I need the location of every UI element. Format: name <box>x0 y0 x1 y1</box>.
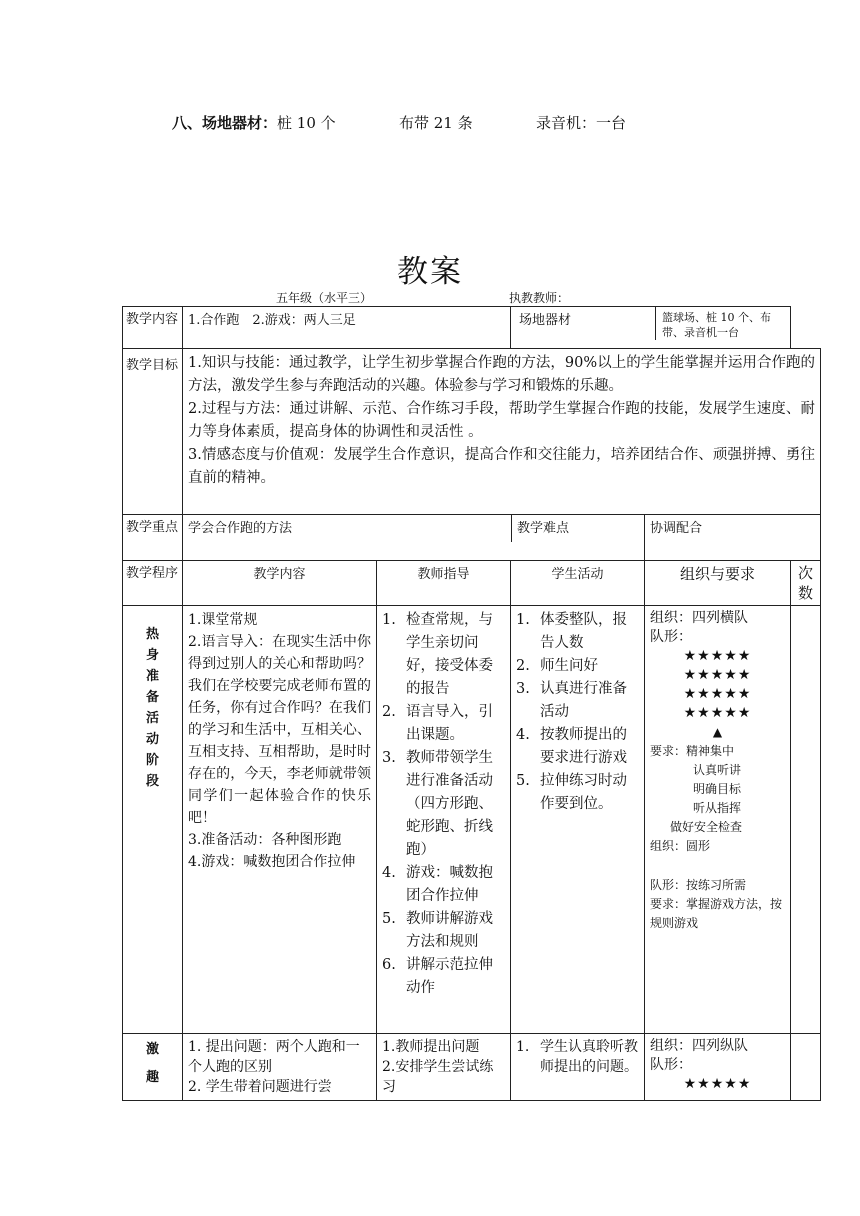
stage-char: 活 <box>145 711 159 726</box>
warmup-student-activity <box>511 606 645 1034</box>
teaching-focus-cell <box>183 515 645 561</box>
stage-char: 动 <box>145 732 159 747</box>
interest-organization <box>645 1034 791 1101</box>
header-content: 教学内容 <box>183 561 377 606</box>
teaching-goals-label: 教学目标 <box>123 349 183 515</box>
stage-char: 激 <box>145 1042 159 1057</box>
warmup-content-item: 1.课堂常规 <box>188 612 258 628</box>
formation-stars: ★★★★★ <box>683 686 752 702</box>
teaching-focus-label: 教学重点 <box>123 515 183 561</box>
stage-char: 阶 <box>145 753 159 768</box>
warmup-teacher-item: 5. 教师讲解游戏方法和规则 <box>382 911 493 950</box>
venue-equipment-value: 篮球场、桩 10 个、布带、录音机一台 <box>655 307 790 340</box>
warmup-teacher-item: 2. 语言导入，引出课题。 <box>382 704 493 743</box>
org-line: 组织：圆形 <box>650 839 711 853</box>
venue-equipment-label: 场地器材 <box>519 313 572 328</box>
teaching-goals-text <box>183 349 821 515</box>
row-interest <box>123 1034 821 1101</box>
org-requirement: 做好安全检查 <box>670 820 743 834</box>
org-line: 队形： <box>650 1057 692 1073</box>
warmup-teacher-item: 6. 讲解示范拉伸动作 <box>382 957 493 996</box>
teaching-content-label: 教学内容 <box>123 307 183 349</box>
header-student: 学生活动 <box>511 561 645 606</box>
stage-char: 段 <box>145 774 159 789</box>
warmup-student-item: 2. 师生问好 <box>516 658 598 674</box>
interest-teacher-item: 1.教师提出问题 <box>382 1039 480 1055</box>
row-headers <box>123 561 821 606</box>
goal-knowledge: 1.知识与技能：通过教学，让学生初步掌握合作跑的方法，90%以上的学生能掌握并运用合作跑的方法，激发学生参与奔跑活动的兴趣。体验参与学习和锻炼的乐趣。 <box>188 355 816 394</box>
stage-char: 趣 <box>145 1070 159 1085</box>
row-teaching-goals <box>123 349 821 515</box>
venue-equipment-cell <box>511 307 791 349</box>
warmup-teacher-item: 3. 教师带领学生进行准备活动（四方形跑、蛇形跑、折线跑） <box>382 750 493 858</box>
org-line: 队形：按练习所需 <box>650 878 747 892</box>
document-title: 教案 <box>397 254 463 290</box>
header-org: 组织与要求 <box>645 561 791 606</box>
teaching-difficulty-text: 协调配合 <box>645 515 821 561</box>
stage-char: 身 <box>145 648 159 663</box>
row-teaching-focus <box>123 515 821 561</box>
teacher-label: 执教教师： <box>509 291 570 305</box>
org-requirement: 认真听讲 <box>693 763 742 777</box>
org-requirement: 要求：掌握游戏方法，按规则游戏 <box>650 897 783 930</box>
formation-stars: ★★★★★ <box>683 1076 752 1092</box>
teaching-difficulty-label: 教学难点 <box>511 515 644 542</box>
row-teaching-content <box>123 307 821 349</box>
org-requirement: 明确目标 <box>693 782 742 796</box>
interest-times <box>791 1034 821 1101</box>
equipment-item-recorder: 录音机：一台 <box>536 114 627 132</box>
warmup-content-item: 2.语言导入：在现实生活中你得到过别人的关心和帮助吗？我们在学校要完成老师布置的任务，你有过合作吗？在我们的学习和生活中，互相关心、互相支持、互相帮助，是时时存在的，今天，李老师就带领同学们一起体验合作的快乐吧！ <box>188 634 371 826</box>
interest-content-item: 2. 学生带着问题进行尝 <box>188 1079 332 1095</box>
warmup-teacher-item: 1. 检查常规，与学生亲切问好，接受体委的报告 <box>382 612 493 697</box>
warmup-organization <box>645 606 791 1034</box>
interest-teacher-guide <box>377 1034 511 1101</box>
org-line: 队形： <box>650 629 692 645</box>
equipment-colon: ： <box>262 114 278 132</box>
header-times: 次数 <box>791 561 821 606</box>
equipment-label: 八、场地器材 <box>172 114 263 132</box>
equipment-item-cloth: 布带 21 条 <box>399 114 473 132</box>
teaching-content-text: 1.合作跑 2.游戏：两人三足 <box>183 307 511 349</box>
teacher-marker-icon: ▲ <box>712 725 723 739</box>
header-teacher: 教师指导 <box>377 561 511 606</box>
teaching-focus-text: 学会合作跑的方法 <box>188 521 293 536</box>
grade-label: 五年级（水平三） <box>276 291 373 305</box>
formation-stars: ★★★★★ <box>683 667 752 683</box>
interest-teacher-item: 2.安排学生尝试练习 <box>382 1059 494 1095</box>
stage-char: 热 <box>145 627 159 642</box>
interest-student-item: 1. 学生认真聆听教师提出的问题。 <box>516 1039 638 1075</box>
interest-content <box>183 1034 377 1101</box>
warmup-times <box>791 606 821 1034</box>
goal-attitude: 3.情感态度与价值观：发展学生合作意识，提高合作和交往能力，培养团结合作、顽强拼搏、勇往直前的精神。 <box>188 447 816 486</box>
stage-char: 备 <box>145 690 159 705</box>
warmup-stage-label <box>123 606 183 1034</box>
org-requirement: 要求：精神集中 <box>650 744 735 758</box>
warmup-student-item: 3. 认真进行准备活动 <box>516 681 627 720</box>
goal-process: 2.过程与方法：通过讲解、示范、合作练习手段，帮助学生掌握合作跑的技能，发展学生速度、耐力等身体素质，提高身体的协调性和灵活性 。 <box>188 401 816 440</box>
warmup-content <box>183 606 377 1034</box>
warmup-student-item: 1. 体委整队，报告人数 <box>516 612 627 651</box>
warmup-content-item: 3.准备活动：各种图形跑 <box>188 832 342 848</box>
header-program: 教学程序 <box>123 561 183 606</box>
org-line: 组织：四列纵队 <box>650 1038 748 1054</box>
lesson-plan-table <box>122 306 821 1101</box>
row-warmup <box>123 606 821 1034</box>
interest-stage-label <box>123 1034 183 1101</box>
equipment-item-posts: 桩 10 个 <box>277 114 336 132</box>
warmup-teacher-guide <box>377 606 511 1034</box>
warmup-content-item: 4.游戏：喊数抱团合作拉伸 <box>188 854 356 870</box>
interest-content-item: 1. 提出问题：两个人跑和一个人跑的区别 <box>188 1039 360 1075</box>
formation-stars: ★★★★★ <box>683 648 752 664</box>
warmup-teacher-item: 4. 游戏：喊数抱团合作拉伸 <box>382 865 493 904</box>
interest-student-activity <box>511 1034 645 1101</box>
formation-stars: ★★★★★ <box>683 705 752 721</box>
org-line: 组织：四列横队 <box>650 610 748 626</box>
stage-char: 准 <box>145 669 159 684</box>
warmup-student-item: 5. 拉伸练习时动作要到位。 <box>516 773 627 812</box>
equipment-line <box>172 112 627 133</box>
org-requirement: 听从指挥 <box>693 801 742 815</box>
warmup-student-item: 4. 按教师提出的要求进行游戏 <box>516 727 627 766</box>
